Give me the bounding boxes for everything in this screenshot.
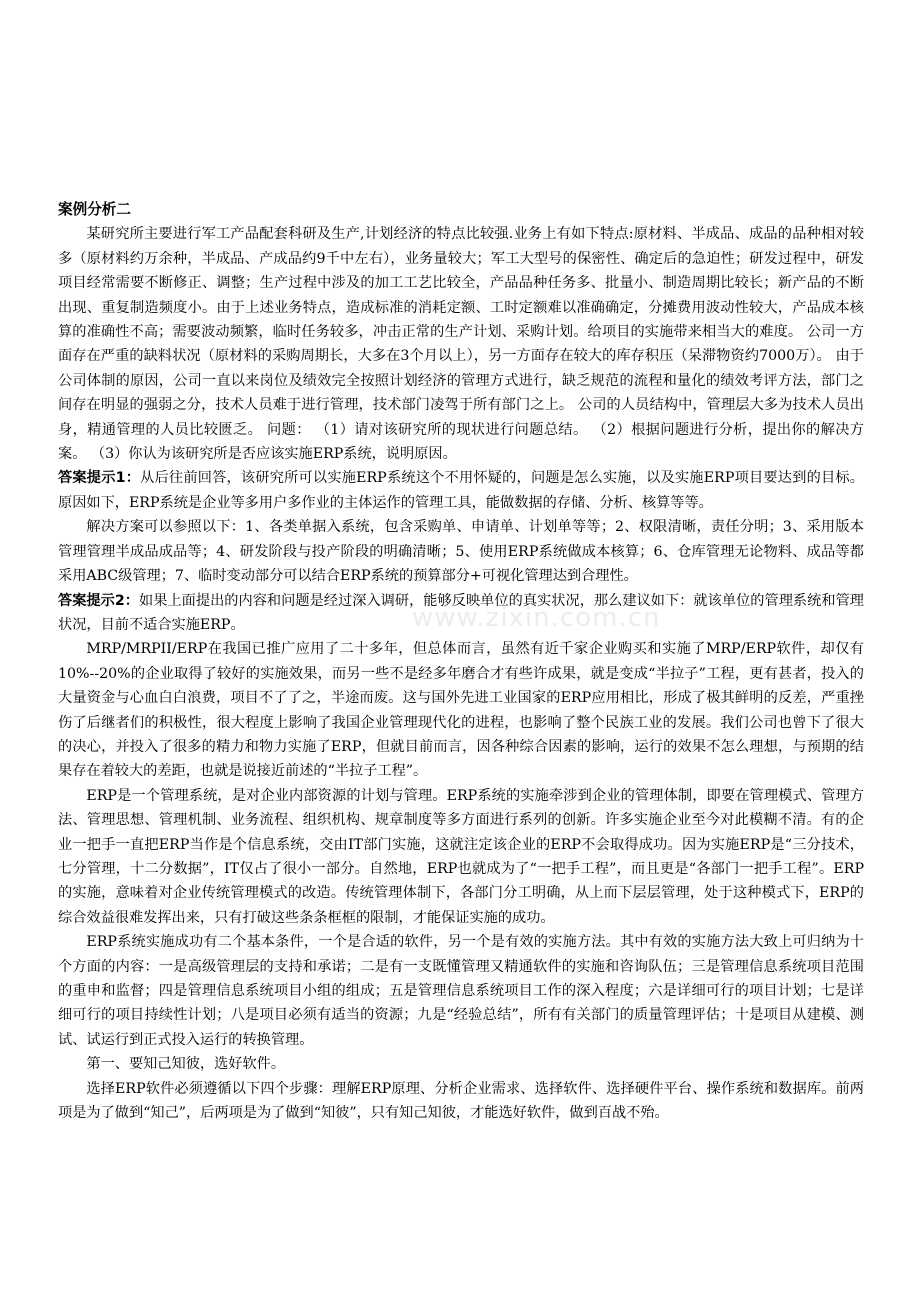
mrp-paragraph: MRP/MRPII/ERP在我国已推广应用了二十多年，但总体而言，虽然有近千家企业购买和实施了MRP/ERP软件，却仅有10%--20%的企业取得了较好的实施效果，而另一些不是经多年磨合才有些许成果，就是变成“半拉子”工程，更有甚者，投入的大量资金与心血白白浪费，项目不了了之，半途而废。这与国外先进工业国家的ERP应用相比，形成了极其鲜明的反差，严重挫伤了后继者们的积极性，很大程度上影响了我国企业管理现代化的进程，也影响了整个民族工业的发展。我们公司也曾下了很大的决心，并投入了很多的精力和物力实施了ERP，但就目前而言，因各种综合因素的影响，运行的效果不怎么理想，与预期的结果存在着较大的差距，也就是说接近前述的“半拉子工程”。 bbox=[58, 641, 864, 780]
conditions-paragraph: ERP系统实施成功有二个基本条件，一个是合适的软件，另一个是有效的实施方法。其中有效的实施方法大致上可归纳为十个方面的内容：一是高级管理层的支持和承诺；二是有一支既懂管理又精通软件的实施和咨询队伍；三是管理信息系统项目范围的重申和监督；四是管理信息系统项目小组的组成；五是管理信息系统项目工作的深入程度；六是详细可行的项目计划；七是详细可行的项目持续性计划；八是项目必须有适当的资源；九是“经验总结”，所有有关部门的质量管理评估；十是项目从建模、测试、试运行到正式投入运行的转换管理。 bbox=[58, 934, 864, 1048]
answer-hint-2 bbox=[58, 589, 864, 638]
document-title: 案例分析二 bbox=[58, 201, 131, 218]
answer-hint-1-text: 从后往前回答，该研究所可以实施ERP系统这个不用怀疑的，问题是怎么实施，以及实施ERP项目要达到的目标。原因如下，ERP系统是企业等多用户多作业的主体运作的管理工具，能做数据的存储、分析、核算等等。 bbox=[58, 470, 864, 511]
case-description: 某研究所主要进行军工产品配套科研及生产,计划经济的特点比较强.业务上有如下特点:原材料、半成品、成品的品种相对较多（原材料约万余种，半成品、产成品约9千中左右），业务量较大；军工大型号的保密性、确定后的急迫性；研发过程中，研发项目经常需要不断修正、调整；生产过程中涉及的加工工艺比较全，产品品种任务多、批量小、制造周期比较长；新产品的不断出现、重复制造频度小。由于上述业务特点，造成标准的消耗定额、工时定额难以准确确定，分摊费用波动性较大，产品成本核算的准确性不高；需要波动频繁，临时任务较多，冲击正常的生产计划、采购计划。给项目的实施带来相当大的难度。 公司一方面存在严重的缺料状况（原材料的采购周期长，大多在3个月以上），另一方面存在较大的库存积压（呆滞物资约7000万）。 由于公司体制的原因，公司一直以来岗位及绩效完全按照计划经济的管理方式进行，缺乏规范的流程和量化的绩效考评方法，部门之间存在明显的强弱之分，技术人员难于进行管理，技术部门凌驾于所有部门之上。 公司的人员结构中，管理层大多为技术人员出身，精通管理的人员比较匮乏。 问题： （1）请对该研究所的现状进行问题总结。 （2）根据问题进行分析，提出你的解决方案。 （3）你认为该研究所是否应该实施ERP系统，说明原因。 bbox=[58, 226, 864, 463]
first-point-paragraph: 第一、要知己知彼，选好软件。 bbox=[86, 1056, 286, 1073]
steps-paragraph: 选择ERP软件必须遵循以下四个步骤：理解ERP原理、分析企业需求、选择软件、选择硬件平台、操作系统和数据库。前两项是为了做到“知己”，后两项是为了做到“知彼”，只有知己知彼，才能选好软件，做到百战不殆。 bbox=[58, 1080, 864, 1122]
answer-hint-2-label: 答案提示2： bbox=[58, 592, 139, 609]
watermark: www.zixin.com.cn bbox=[412, 603, 661, 633]
answer-hint-2-text: 如果上面提出的内容和问题是经过深入调研，能够反映单位的真实状况，那么建议如下：就该单位的管理系统和管理状况，目前不适合实施ERP。 bbox=[58, 592, 864, 633]
document-page bbox=[58, 198, 864, 1125]
erp-paragraph: ERP是一个管理系统，是对企业内部资源的计划与管理。ERP系统的实施牵涉到企业的管理体制，即要在管理模式、管理方法、管理思想、管理机制、业务流程、组织机构、规章制度等多方面进行系列的创新。许多实施企业至今对此模糊不清。有的企业一把手一直把ERP当作是个信息系统，交由IT部门实施，这就注定该企业的ERP不会取得成功。因为实施ERP是“三分技术，七分管理，十二分数据”，IT仅占了很小一部分。自然地，ERP也就成为了“一把手工程”，而且更是“各部门一把手工程”。ERP的实施，意味着对企业传统管理模式的改造。传统管理体制下，各部门分工明确，从上而下层层管理，处于这种模式下，ERP的综合效益很难发挥出来，只有打破这些条条框框的限制，才能保证实施的成功。 bbox=[58, 787, 864, 926]
solution-paragraph: 解决方案可以参照以下：1、各类单据入系统，包含采购单、申请单、计划单等等；2、权限清晰，责任分明；3、采用版本管理管理半成品成品等；4、研发阶段与投产阶段的明确清晰；5、使用ERP系统做成本核算；6、仓库管理无论物料、成品等都采用ABC级管理；7、临时变动部分可以结合ERP系统的预算部分+可视化管理达到合理性。 bbox=[58, 519, 864, 585]
answer-hint-1 bbox=[58, 466, 864, 515]
answer-hint-1-label: 答案提示1： bbox=[58, 470, 141, 487]
